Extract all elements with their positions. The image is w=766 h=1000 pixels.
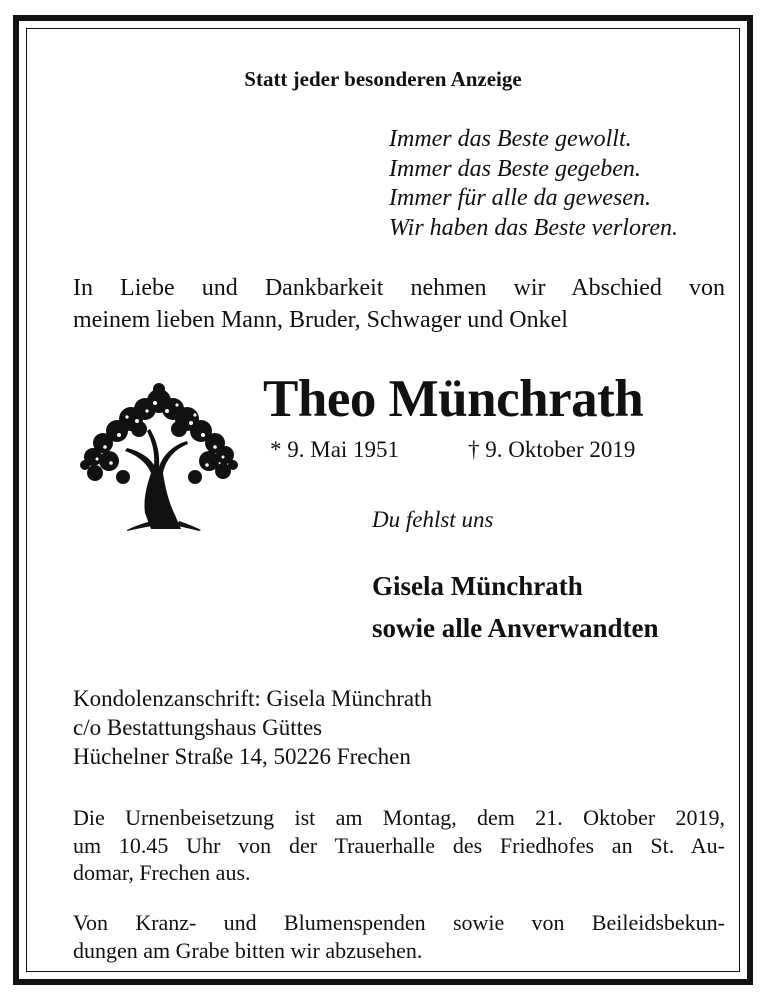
- condolence-address: [73, 684, 432, 771]
- signer-line: sowie alle Anverwandten: [372, 613, 659, 643]
- funeral-line: Die Urnenbeisetzung ist am Montag, dem 21. Oktober 2019,: [73, 805, 725, 830]
- obituary-frame: [13, 15, 753, 985]
- notice-heading: Statt jeder besonderen Anzeige: [244, 67, 522, 91]
- poem-line: Immer für alle da gewesen.: [389, 185, 651, 211]
- address-line: Hüchelner Straße 14, 50226 Frechen: [73, 744, 411, 769]
- signers: [372, 565, 659, 649]
- signer-line: Gisela Münchrath: [372, 571, 583, 601]
- death-date: † 9. Oktober 2019: [468, 437, 636, 462]
- poem-line: Immer das Beste gegeben.: [389, 155, 641, 182]
- birth-date: * 9. Mai 1951: [270, 437, 400, 462]
- tree-icon: [75, 381, 243, 536]
- poem-line: Immer das Beste gewollt.: [389, 126, 632, 152]
- funeral-line: um 10.45 Uhr von der Trauerhalle des Friedhofes an St. Au-: [73, 832, 725, 858]
- donation-notice: [73, 909, 725, 964]
- obituary-inner-border: [26, 28, 740, 972]
- intro-line: In Liebe und Dankbarkeit nehmen wir Abschied von: [73, 275, 725, 301]
- donation-line: Von Kranz- und Blumenspenden sowie von Beileidsbekun-: [73, 910, 725, 935]
- funeral-line: domar, Frechen aus.: [73, 860, 251, 885]
- poem: [389, 125, 678, 243]
- funeral-notice: [73, 804, 725, 887]
- address-line: c/o Bestattungshaus Güttes: [73, 715, 323, 740]
- donation-line: dungen am Grabe bitten wir abzusehen.: [73, 937, 423, 963]
- farewell-intro: [73, 272, 725, 336]
- address-line: Kondolenzanschrift: Gisela Münchrath: [73, 686, 432, 711]
- poem-line: Wir haben das Beste verloren.: [389, 214, 679, 241]
- missed-line: Du fehlst uns: [372, 507, 494, 532]
- intro-line: meinem lieben Mann, Bruder, Schwager und Onkel: [73, 307, 568, 333]
- deceased-name: Theo Münchrath: [263, 370, 644, 428]
